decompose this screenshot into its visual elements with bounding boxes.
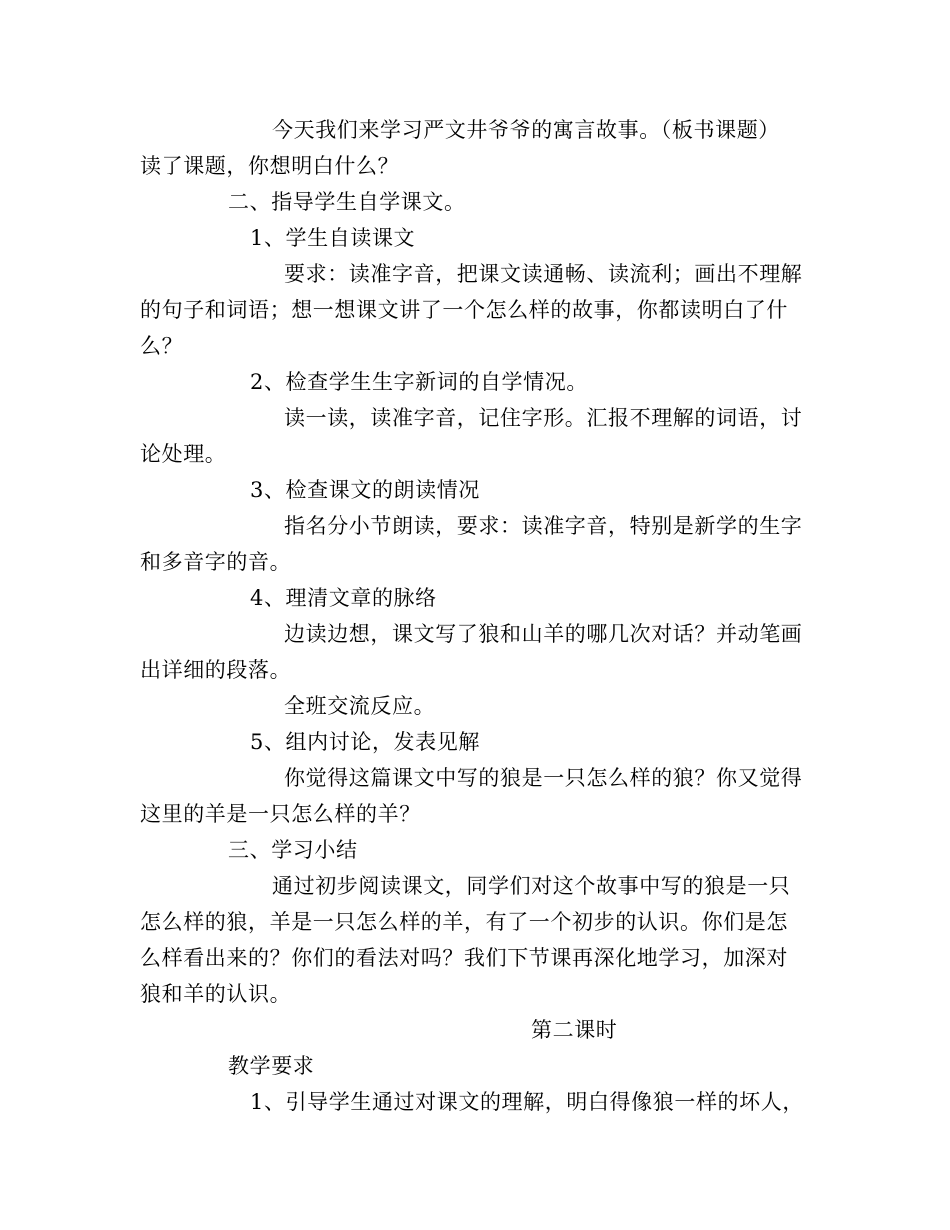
lesson-2-title: 第二课时: [531, 1018, 618, 1042]
step-3-heading: 3、检查课文的朗读情况: [250, 478, 480, 502]
step-3-text: 和多音字的音。: [140, 550, 292, 574]
summary-text: 通过初步阅读课文，同学们对这个故事中写的狼是一只: [272, 874, 791, 898]
step-2-text: 读一读，读准字音，记住字形。汇报不理解的词语，讨: [284, 406, 803, 430]
step-1-text: 的句子和词语；想一想课文讲了一个怎么样的故事，你都读明白了什: [140, 298, 788, 322]
intro-question: 读了课题，你想明白什么？: [140, 154, 400, 178]
step-1-text: 要求：读准字音，把课文读通畅、读流利；画出不理解: [284, 262, 803, 286]
requirement-1-text: 1、引导学生通过对课文的理解，明白得像狼一样的坏人，: [250, 1090, 804, 1114]
step-4-heading: 4、理清文章的脉络: [250, 586, 437, 610]
step-1-text: 么？: [140, 334, 184, 358]
step-5-text: 这里的羊是一只怎么样的羊？: [140, 802, 421, 826]
step-2-text: 论处理。: [140, 442, 227, 466]
step-3-text: 指名分小节朗读，要求：读准字音，特别是新学的生字: [284, 514, 803, 538]
step-4-text: 边读边想，课文写了狼和山羊的哪几次对话？并动笔画: [284, 622, 803, 646]
summary-text: 狼和羊的认识。: [140, 982, 292, 1006]
step-4-text: 出详细的段落。: [140, 658, 292, 682]
step-5-heading: 5、组内讨论，发表见解: [250, 730, 480, 754]
intro-line: 今天我们来学习严文井爷爷的寓言故事。（板书课题）: [272, 118, 780, 142]
step-2-heading: 2、检查学生生字新词的自学情况。: [250, 370, 588, 394]
section-heading-2: 二、指导学生自学课文。: [228, 190, 466, 214]
teaching-requirements-heading: 教学要求: [228, 1054, 315, 1078]
step-1-heading: 1、学生自读课文: [250, 226, 416, 250]
section-heading-3: 三、学习小结: [228, 838, 358, 862]
summary-text: 怎么样的狼，羊是一只怎么样的羊，有了一个初步的认识。你们是怎: [140, 910, 788, 934]
step-5-text: 你觉得这篇课文中写的狼是一只怎么样的狼？你又觉得: [284, 766, 803, 790]
summary-text: 么样看出来的？你们的看法对吗？我们下节课再深化地学习，加深对: [140, 946, 788, 970]
step-4-text: 全班交流反应。: [284, 694, 436, 718]
